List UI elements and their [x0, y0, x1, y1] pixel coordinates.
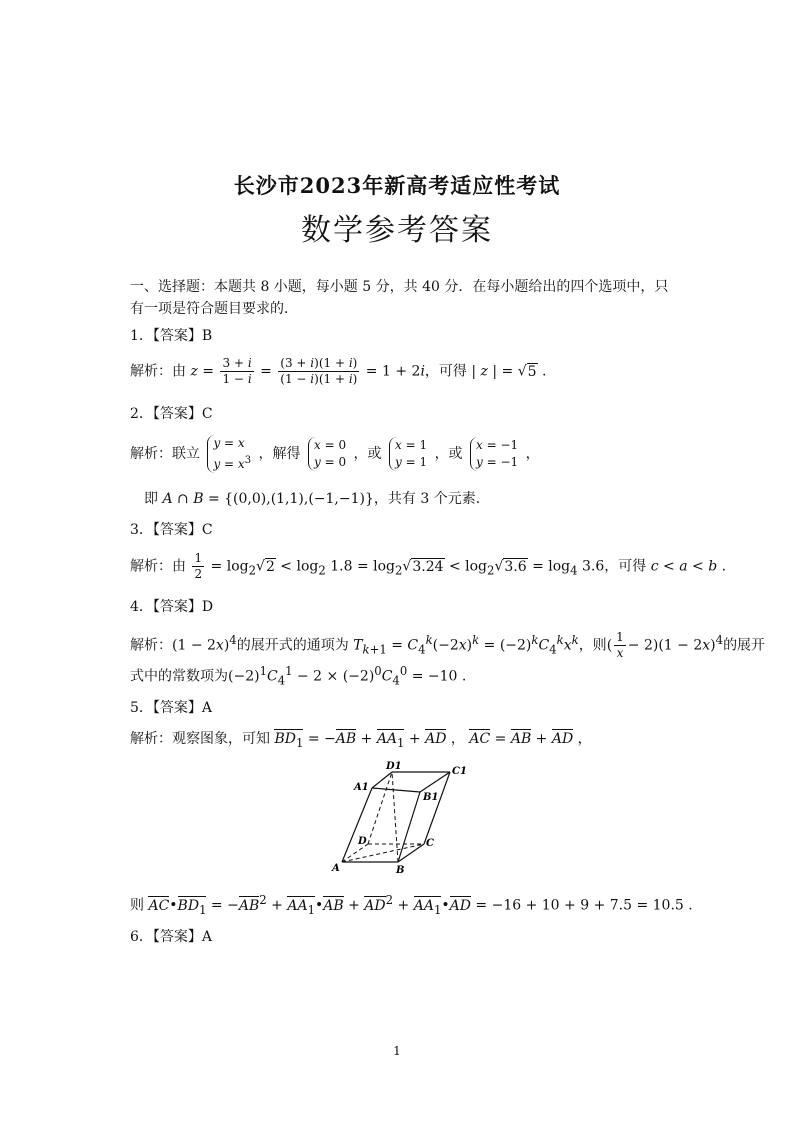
- label-B: B: [396, 865, 405, 876]
- q5-answer: 5．【答案】A: [130, 700, 213, 716]
- q2-analysis: 解析：联立 y = x $y = x^3$ ，解得 x = 0 y = 0 ，或 x = 1 y = 1 ，或 x = −1 y = −1 ，: [130, 436, 540, 471]
- label-C: C: [426, 838, 434, 849]
- q1-analysis: 解析：由 z = $\frac{3 + i}{1 - i}$ = $\frac{(3 + i)(1 + i)}{(1 - i)(1 + i)}$ = 1 + 2i，可得 | z | = √5 .: [130, 356, 547, 386]
- q2-analysis-line2: 即 A ∩ B = {(0,0),(1,1),(−1,−1)}，共有 3 个元素．: [144, 491, 490, 507]
- label-A: A: [332, 863, 340, 874]
- document-subtitle: 数学参考答案: [301, 213, 493, 248]
- q4-answer: 4．【答案】D: [130, 599, 214, 615]
- label-D1: D1: [386, 761, 402, 772]
- parallelepiped-figure: [320, 758, 470, 878]
- q4-analysis: 解析：$(1 - 2x)^4$的展开式的通项为 $T_{k+1} = C_4^k(-2x)^k = (-2)^kC_4^kx^k$，则( $\frac{1}{x}$ − $2)(1 - 2x)^4$的展开: [130, 630, 766, 660]
- page-number: 1: [393, 1044, 401, 1058]
- q4-analysis-line2: 式中的常数项为$(-2)^1C_4^1 - 2 \times (-2)^0C_4^0 = -10$ .: [130, 664, 467, 688]
- q1-answer: 1．【答案】B: [130, 328, 213, 344]
- q3-analysis: 解析：由 $\frac{1}{2}$ = $\log_2√2 < \log_2 1.8 = \log_2√3.24 < \log_2√3.6 = \log_4 3.6$，可得 c < a < b .: [130, 551, 727, 581]
- q6-answer: 6．【答案】A: [130, 929, 213, 945]
- q3-answer: 3．【答案】C: [130, 522, 213, 538]
- q5-result: 则 $AC•BD_1 = -AB^2$ + $AA_1•AB + AD^2$ + $AA_1•AD = -16 + 10 + 9 + 7.5 = 10.5$ .: [130, 893, 693, 917]
- label-C1: C1: [452, 766, 467, 777]
- label-A1: A1: [354, 782, 369, 793]
- q5-analysis: 解析：观察图象，可知 $BD_1 = -AB + AA_1$ + AD ， AC = AB + AD ，: [130, 731, 592, 750]
- document-title: 长沙市2023年新高考适应性考试: [233, 173, 561, 198]
- label-B1: B1: [423, 792, 439, 803]
- section-heading: 一、选择题：本题共 8 小题，每小题 5 分，共 40 分．在每小题给出的四个选项中，只有一项是符合题目要求的．: [130, 279, 669, 317]
- q2-answer: 2．【答案】C: [130, 406, 213, 422]
- label-D: D: [358, 836, 367, 847]
